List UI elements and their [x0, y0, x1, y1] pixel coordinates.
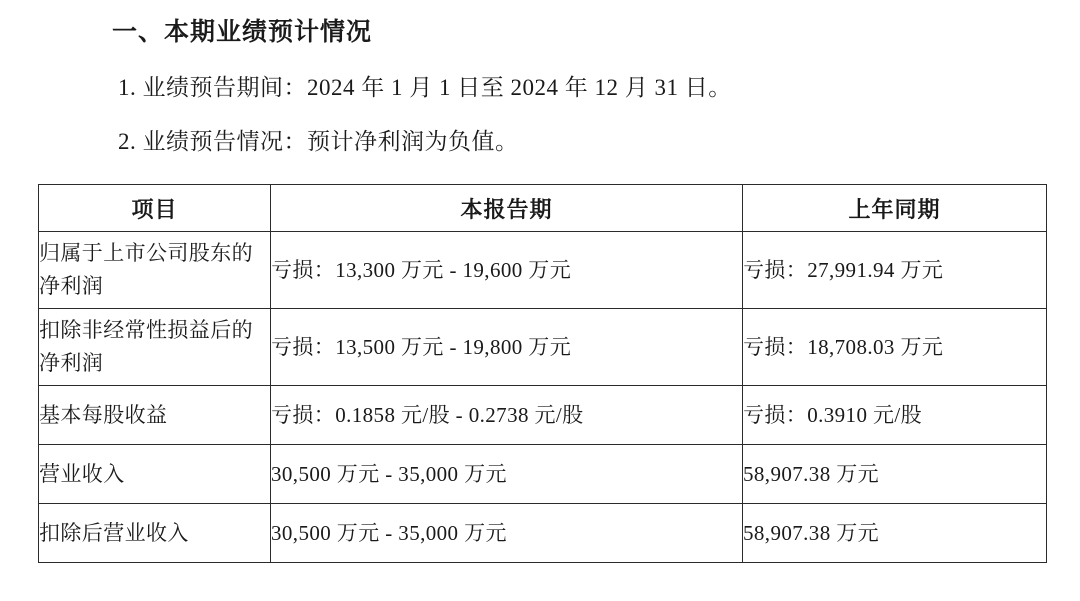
row-item-label: 归属于上市公司股东的净利润: [39, 232, 271, 309]
row-current-value: 30,500 万元 - 35,000 万元: [271, 504, 743, 563]
row-current-value: 亏损：0.1858 元/股 - 0.2738 元/股: [271, 386, 743, 445]
paragraph-forecast-summary: 2. 业绩预告情况：预计净利润为负值。: [118, 129, 519, 154]
column-header-item: 项目: [39, 185, 271, 232]
row-previous-value: 58,907.38 万元: [743, 445, 1047, 504]
row-previous-value: 58,907.38 万元: [743, 504, 1047, 563]
column-header-current-period: 本报告期: [271, 185, 743, 232]
column-header-previous-period: 上年同期: [743, 185, 1047, 232]
paragraph-forecast-period: 1. 业绩预告期间：2024 年 1 月 1 日至 2024 年 12 月 31 日。: [118, 75, 732, 100]
table-header-row: [39, 185, 1047, 232]
table-row: [39, 309, 1047, 386]
row-previous-value: 亏损：0.3910 元/股: [743, 386, 1047, 445]
table-row: [39, 386, 1047, 445]
row-previous-value: 亏损：18,708.03 万元: [743, 309, 1047, 386]
table-row: [39, 445, 1047, 504]
table-row: [39, 504, 1047, 563]
row-item-label: 扣除后营业收入: [39, 504, 271, 563]
row-current-value: 30,500 万元 - 35,000 万元: [271, 445, 743, 504]
section-title: 一、本期业绩预计情况: [112, 19, 373, 46]
row-previous-value: 亏损：27,991.94 万元: [743, 232, 1047, 309]
table-row: [39, 232, 1047, 309]
row-item-label: 扣除非经常性损益后的净利润: [39, 309, 271, 386]
row-item-label: 营业收入: [39, 445, 271, 504]
row-item-label: 基本每股收益: [39, 386, 271, 445]
row-current-value: 亏损：13,500 万元 - 19,800 万元: [271, 309, 743, 386]
row-current-value: 亏损：13,300 万元 - 19,600 万元: [271, 232, 743, 309]
performance-forecast-table: [38, 184, 1047, 563]
